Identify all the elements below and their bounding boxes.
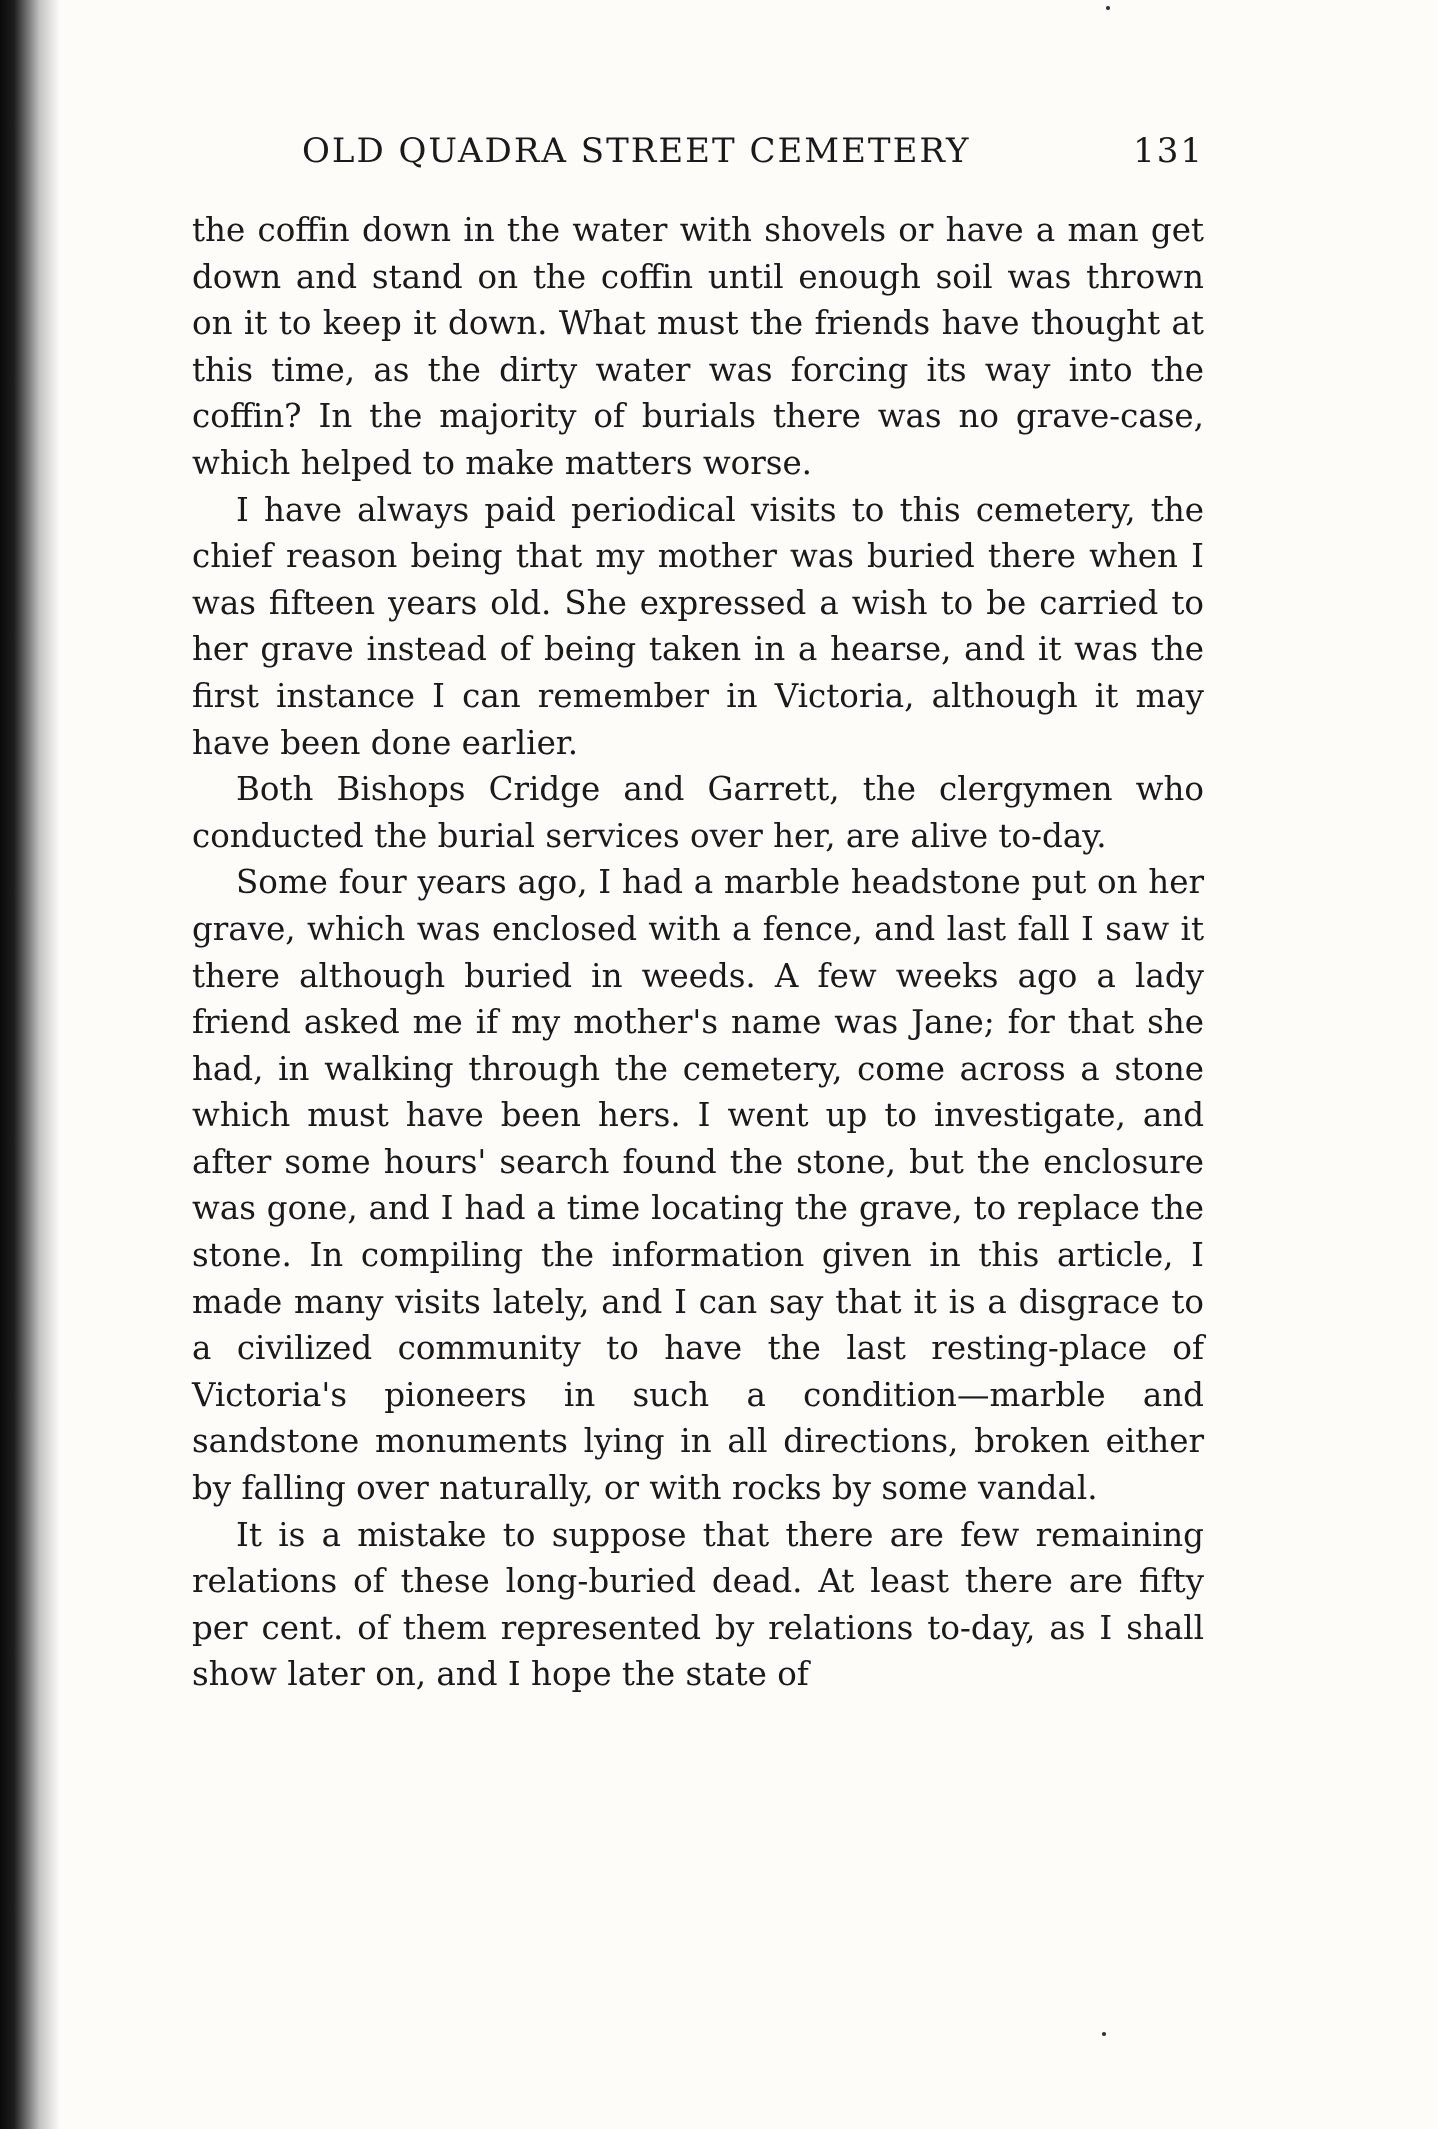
paragraph: I have always paid periodical visits to this cemetery, the chief reason being that my mother was buried there when I was fifteen years old. She expressed a wish to be carried to her grave instead of being taken in a hearse, and it was the first instance I can remember in Victoria, although it may have been done earlier. (192, 490, 1204, 762)
paragraph: Both Bishops Cridge and Garrett, the clergymen who conducted the burial services over her, are alive to-day. (192, 770, 1204, 855)
scan-speck (1106, 6, 1110, 10)
body-text (192, 207, 1204, 1698)
paragraph: Some four years ago, I had a marble headstone put on her grave, which was enclosed with a fence, and last fall I saw it there although buried in weeds. A few weeks ago a lady friend asked me if my mother's name was Jane; for that she had, in walking through the cemetery, come across a stone which must have been hers. I went up to investigate, and after some hours' search found the stone, but the enclosure was gone, and I had a time locating the grave, to replace the stone. In compiling the information given in this article, I made many visits lately, and I can say that it is a disgrace to a civilized community to have the last resting-place of Victoria's pioneers in such a condition—marble and sandstone monuments lying in all directions, broken either by falling over naturally, or with rocks by some vandal. (192, 863, 1204, 1508)
running-title: OLD QUADRA STREET CEMETERY (302, 131, 971, 171)
scan-speck (1102, 2032, 1106, 2036)
page-number: 131 (1133, 131, 1204, 171)
paragraph-continued: the coffin down in the water with shovels or have a man get down and stand on the coffin until enough soil was thrown on it to keep it down. What must the friends have thought at this time, as the dirty water was forcing its way into the coffin? In the majority of burials there was no grave-case, which helped to make matters worse. (192, 211, 1204, 482)
scanned-binding-edge (0, 0, 60, 2129)
paragraph: It is a mistake to suppose that there are few remaining relations of these long-buried dead. At least there are fifty per cent. of them represented by relations to-day, as I shall show later on, and I hope the state of (192, 1515, 1204, 1694)
running-head (192, 128, 1204, 174)
book-page (192, 128, 1204, 1698)
